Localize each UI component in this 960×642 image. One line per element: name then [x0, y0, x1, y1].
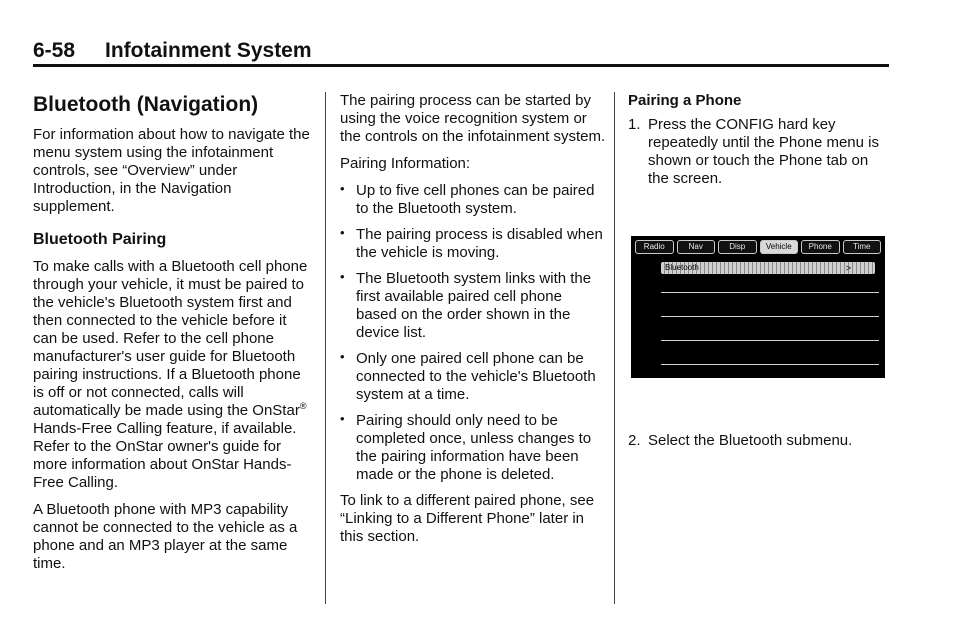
chevron-right-icon: > [845, 263, 851, 273]
step-number: 1. [628, 116, 641, 133]
pairing-paragraph [33, 258, 313, 492]
pairing-paragraph-a: To make calls with a Bluetooth cell phone through your vehicle, it must be paired to the vehicle's Bluetooth system first and then connected to the vehicle before it can be used. Refer to the cell phone manufacturer's user guide for Bluetooth pairing instructions. If a Bluetooth phone is off or not connected, calls will automatically be made using the OnStar [33, 258, 308, 419]
link-paragraph: To link to a different paired phone, see “Linking to a Different Phone” later in this section. [340, 492, 595, 545]
section-title: Infotainment System [105, 39, 312, 62]
list-item: • The Bluetooth system links with the first available paired cell phone based on the order shown in the device list. [340, 269, 592, 341]
section-heading: Bluetooth (Navigation) [33, 93, 259, 116]
list-item: • The pairing process is disabled when the vehicle is moving. [340, 225, 603, 261]
menu-divider [661, 292, 879, 293]
mp3-paragraph: A Bluetooth phone with MP3 capability cannot be connected to the vehicle as a phone and an MP3 player at the same time. [33, 501, 298, 572]
tab-nav: Nav [677, 240, 716, 254]
column-1 [33, 92, 313, 582]
tab-vehicle: Vehicle [760, 240, 799, 254]
pairing-paragraph-b: Hands-Free Calling feature, if available. Refer to the OnStar owner's guide for more information about OnStar Hands-Free Calling. [33, 420, 297, 491]
pairing-heading: Pairing a Phone [628, 92, 742, 109]
pairing-info-list [340, 182, 606, 484]
bluetooth-menu-item: Bluetooth > [661, 262, 875, 274]
bullet-icon: • [340, 411, 345, 426]
subsection-heading: Bluetooth Pairing [33, 231, 167, 248]
step-number: 2. [628, 432, 641, 449]
column-divider-2 [614, 92, 615, 604]
infotainment-screen-image [631, 236, 885, 378]
list-item: • Pairing should only need to be completed once, unless changes to the pairing information have been made or the phone is deleted. [340, 411, 592, 483]
bullet-icon: • [340, 225, 345, 240]
step-text: Select the Bluetooth submenu. [648, 432, 853, 449]
page-header [33, 38, 889, 64]
step-1 [628, 116, 890, 188]
menu-divider [661, 340, 879, 341]
registered-mark: ® [299, 401, 307, 411]
pairing-intro: The pairing process can be started by using the voice recognition system or the controls on the infotainment system. [340, 92, 606, 145]
tab-time: Time [843, 240, 882, 254]
step-text: Press the CONFIG hard key repeatedly until the Phone menu is shown or touch the Phone tab on the screen. [648, 116, 879, 187]
bullet-icon: • [340, 269, 345, 284]
screen-tab-bar [635, 240, 881, 254]
column-divider-1 [325, 92, 326, 604]
menu-divider [661, 316, 879, 317]
intro-paragraph: For information about how to navigate the menu system using the infotainment controls, see “Overview” under Introduction, in the Navigation supplement. [33, 126, 310, 215]
bullet-icon: • [340, 349, 345, 364]
step-2 [628, 432, 890, 450]
pairing-info-label: Pairing Information: [340, 155, 471, 172]
bullet-icon: • [340, 181, 345, 196]
page-number: 6-58 [33, 39, 76, 62]
menu-divider [661, 364, 879, 365]
column-2 [340, 92, 606, 555]
tab-radio: Radio [635, 240, 674, 254]
tab-disp: Disp [718, 240, 757, 254]
column-3 [628, 92, 890, 458]
list-item: • Only one paired cell phone can be connected to the vehicle's Bluetooth system at a time. [340, 349, 596, 403]
list-item: • Up to five cell phones can be paired to the Bluetooth system. [340, 181, 595, 217]
header-rule [33, 64, 889, 67]
tab-phone: Phone [801, 240, 840, 254]
